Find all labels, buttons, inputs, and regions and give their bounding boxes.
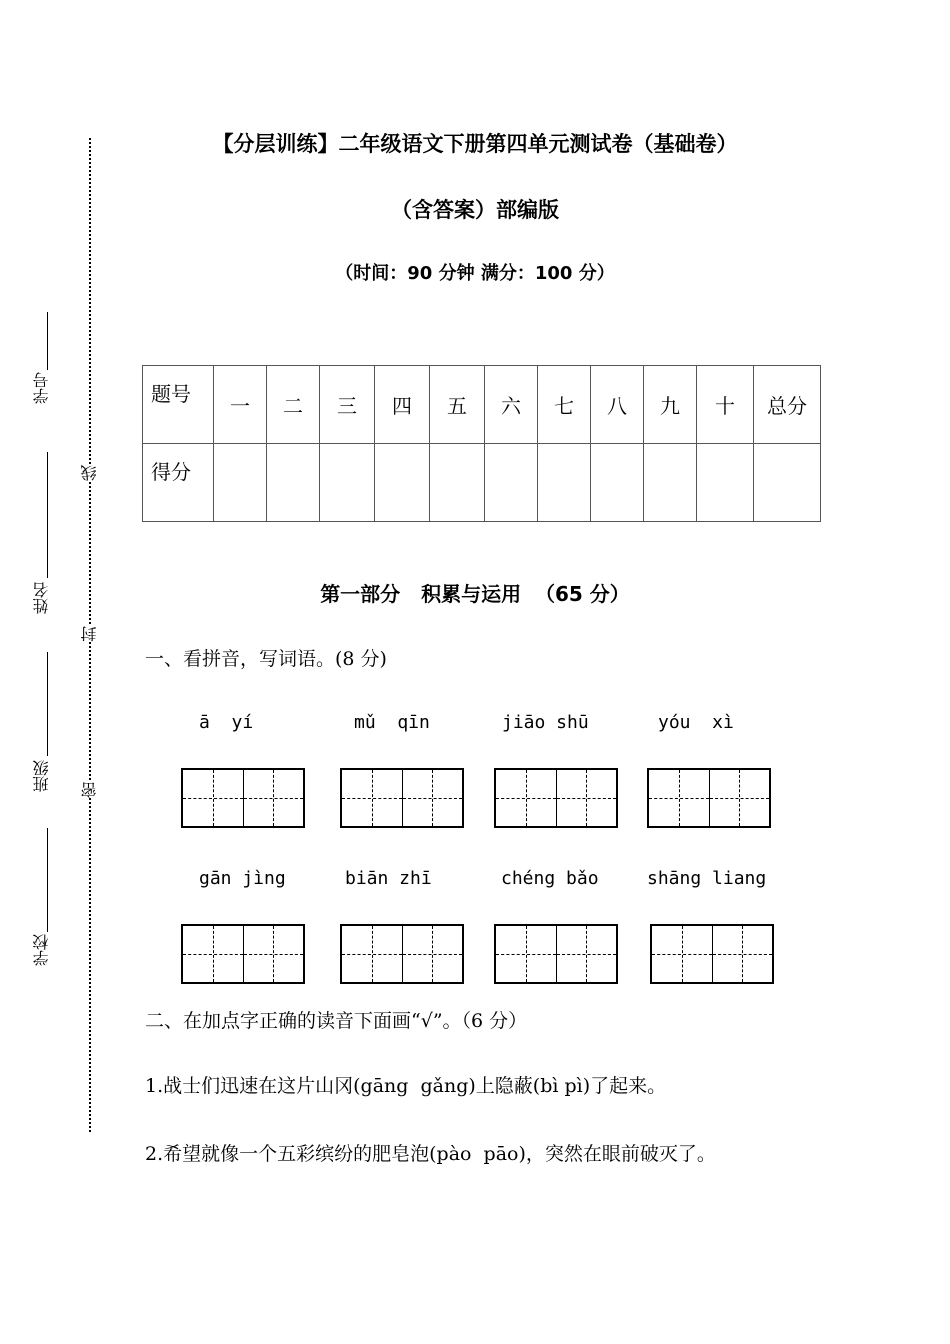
q1-title: 一、看拼音，写词语。(8 分) <box>145 648 387 670</box>
writing-grid[interactable] <box>647 768 771 828</box>
score-cell[interactable] <box>267 444 320 522</box>
table-cell: 七 <box>538 366 591 444</box>
page-title: 【分层训练】二年级语文下册第四单元测试卷（基础卷） <box>212 132 738 156</box>
name-field[interactable] <box>47 452 48 578</box>
student-id-label: 学号 <box>32 372 51 404</box>
writing-grid[interactable] <box>340 924 464 984</box>
table-cell: 二 <box>267 366 320 444</box>
pinyin-label: chéng bǎo <box>501 868 599 889</box>
pinyin-label: gān jìng <box>199 868 286 889</box>
q2-sentence: 1.战士们迅速在这片山冈(gāng gǎng)上隐蔽(bì pì)了起来。 <box>145 1075 667 1097</box>
score-cell[interactable] <box>591 444 644 522</box>
seal-word-line: 线 <box>80 465 99 481</box>
pinyin-label: yóu xì <box>658 712 734 733</box>
seal-word-secret: 密 <box>80 782 99 798</box>
writing-grid[interactable] <box>494 768 618 828</box>
score-cell[interactable] <box>538 444 591 522</box>
score-cell[interactable] <box>375 444 430 522</box>
pinyin-label: mǔ qīn <box>354 712 430 733</box>
score-cell[interactable] <box>214 444 267 522</box>
table-cell: 得分 <box>143 444 214 522</box>
table-cell: 五 <box>430 366 485 444</box>
score-table-header-row <box>143 366 821 444</box>
name-label: 姓名 <box>32 582 51 614</box>
score-cell[interactable] <box>754 444 821 522</box>
school-field[interactable] <box>47 828 48 932</box>
table-cell: 九 <box>644 366 697 444</box>
table-cell: 题号 <box>143 366 214 444</box>
class-label: 班级 <box>32 760 51 792</box>
writing-grid[interactable] <box>181 768 305 828</box>
pinyin-label: biān zhī <box>345 868 432 889</box>
writing-grid[interactable] <box>181 924 305 984</box>
table-cell: 四 <box>375 366 430 444</box>
writing-grid[interactable] <box>650 924 774 984</box>
table-cell: 一 <box>214 366 267 444</box>
score-table-score-row <box>143 444 821 522</box>
score-cell[interactable] <box>485 444 538 522</box>
q2-sentence: 2.希望就像一个五彩缤纷的肥皂泡(pào pāo)，突然在眼前破灭了。 <box>145 1143 716 1165</box>
score-table <box>142 365 821 522</box>
score-cell[interactable] <box>320 444 375 522</box>
table-cell: 十 <box>697 366 754 444</box>
school-label: 学校 <box>32 934 51 966</box>
class-field[interactable] <box>47 652 48 756</box>
table-cell: 三 <box>320 366 375 444</box>
table-cell: 总分 <box>754 366 821 444</box>
writing-grid[interactable] <box>340 768 464 828</box>
score-cell[interactable] <box>430 444 485 522</box>
pinyin-label: jiāo shū <box>502 712 589 733</box>
table-cell: 六 <box>485 366 538 444</box>
seal-word-seal: 封 <box>80 626 99 642</box>
score-cell[interactable] <box>697 444 754 522</box>
pinyin-label: shāng liang <box>647 868 767 889</box>
score-cell[interactable] <box>644 444 697 522</box>
writing-grid[interactable] <box>494 924 618 984</box>
table-cell: 八 <box>591 366 644 444</box>
page-subtitle: （含答案）部编版 <box>391 198 559 222</box>
exam-time-info: （时间：90 分钟 满分：100 分） <box>335 263 615 284</box>
student-id-field[interactable] <box>47 312 48 370</box>
q2-title: 二、在加点字正确的读音下面画“√”。（6 分） <box>145 1010 528 1032</box>
pinyin-label: ā yí <box>199 712 254 733</box>
part1-heading: 第一部分 积累与运用 （65 分） <box>320 582 630 606</box>
